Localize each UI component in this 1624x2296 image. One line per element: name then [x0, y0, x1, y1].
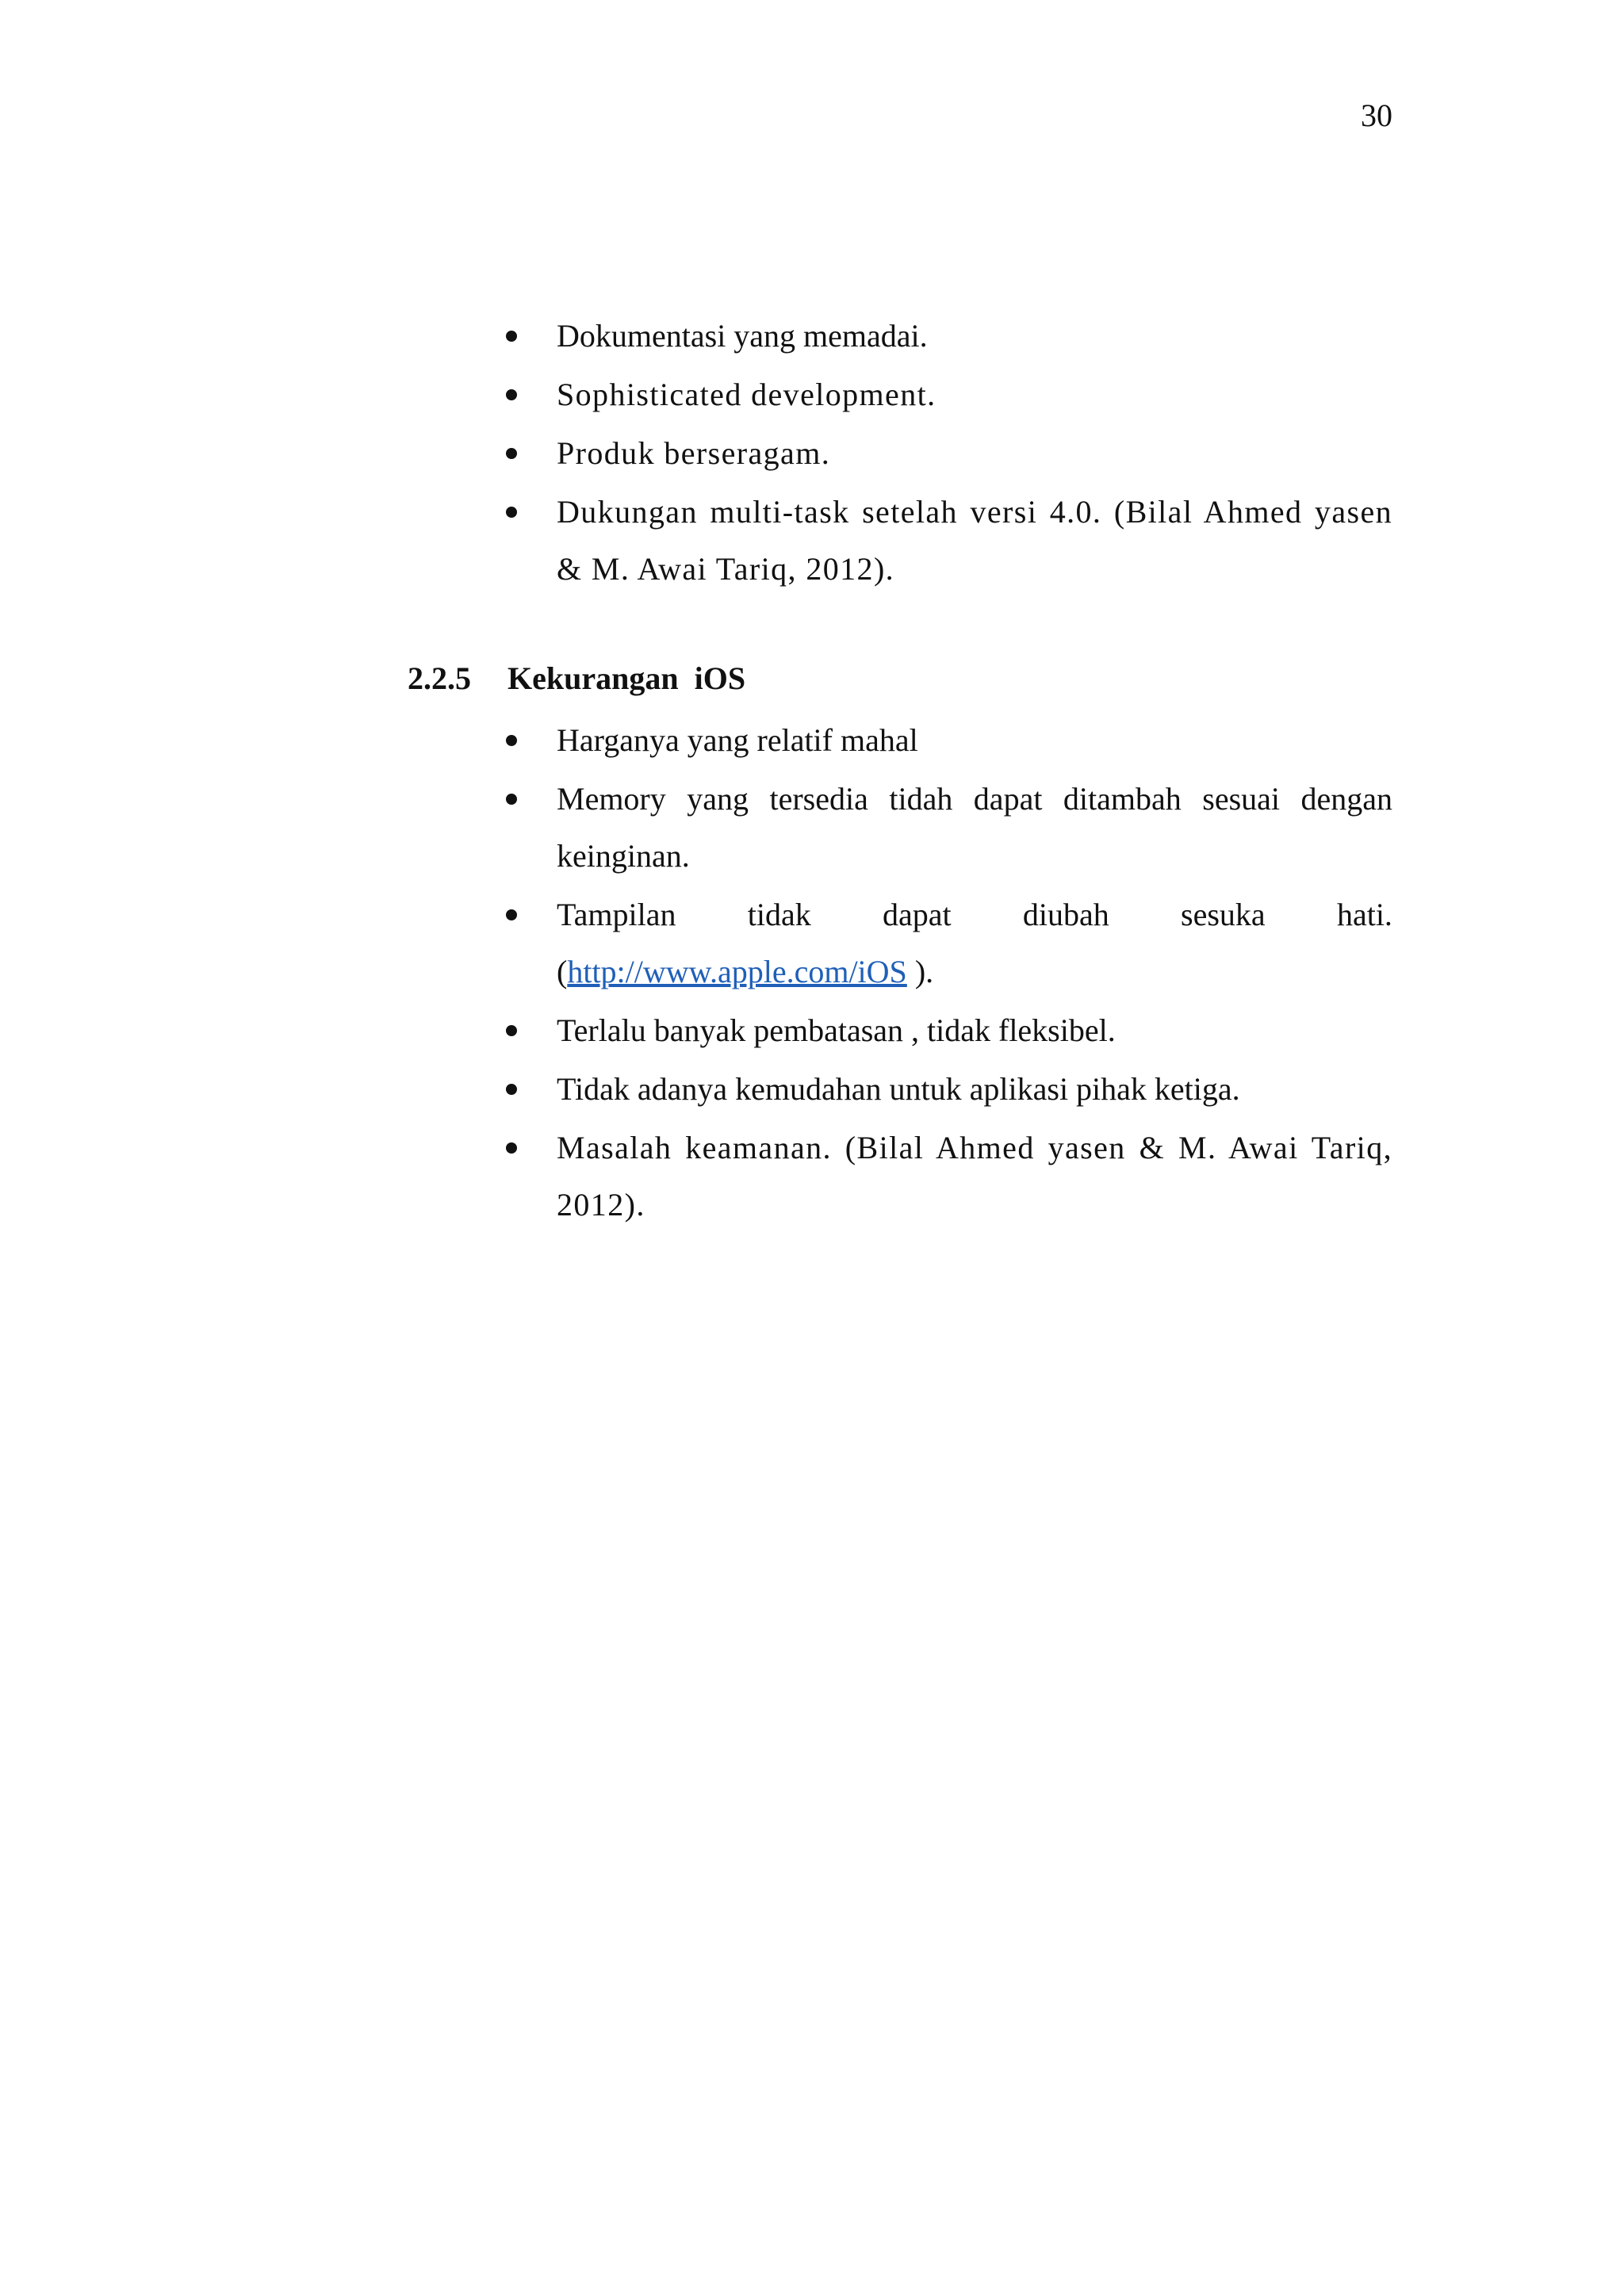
- list-item-text: Memory yang tersedia tidah dapat ditambah sesuai dengan keinginan.: [557, 781, 1392, 874]
- list-item: [501, 1061, 1392, 1118]
- advantages-list: [501, 308, 1392, 599]
- list-item-text: Harganya yang relatif mahal: [557, 722, 918, 758]
- section-title: Kekurangan iOS: [508, 660, 746, 696]
- disadvantages-list: [501, 712, 1392, 1235]
- list-item-text: Masalah keamanan. (Bilal Ahmed yasen & M. Awai Tariq, 2012).: [557, 1130, 1392, 1223]
- list-item-text: Terlalu banyak pembatasan , tidak fleksibel.: [557, 1012, 1116, 1048]
- bullet-icon: [506, 1084, 517, 1095]
- list-item-text: Tidak adanya kemudahan untuk aplikasi pihak ketiga.: [557, 1071, 1240, 1107]
- bullet-icon: [506, 389, 517, 400]
- bullet-icon: [506, 1025, 517, 1036]
- list-item: [501, 886, 1392, 1001]
- list-item: [501, 484, 1392, 598]
- bullet-icon: [506, 331, 517, 342]
- bullet-icon: [506, 1142, 517, 1154]
- list-item-text: Dukungan multi-task setelah versi 4.0. (Bilal Ahmed yasen & M. Awai Tariq, 2012).: [557, 494, 1392, 587]
- list-item: [501, 425, 1392, 482]
- list-item-line: [557, 943, 1392, 1001]
- list-item: [501, 771, 1392, 885]
- list-item: [501, 1002, 1392, 1059]
- word: dapat: [883, 897, 952, 932]
- word: hati.: [1336, 897, 1392, 932]
- list-item: [501, 1119, 1392, 1234]
- open-paren: (: [557, 954, 568, 989]
- bullet-icon: [506, 909, 517, 920]
- section-number: 2.2.5: [408, 660, 471, 696]
- list-item-line: [557, 886, 1392, 943]
- word: sesuka: [1181, 897, 1266, 932]
- list-item: [501, 308, 1392, 365]
- after-link-text: ).: [906, 954, 934, 989]
- list-item-text: Sophisticated development.: [557, 377, 936, 412]
- word: Tampilan: [557, 897, 676, 932]
- list-item: [501, 712, 1392, 769]
- bullet-icon: [506, 735, 517, 746]
- page-number: 30: [1361, 98, 1392, 133]
- word: tidak: [747, 897, 811, 932]
- list-item-text: Produk berseragam.: [557, 435, 831, 471]
- list-item: [501, 366, 1392, 423]
- word: diubah: [1022, 897, 1109, 932]
- bullet-icon: [506, 794, 517, 805]
- bullet-icon: [506, 448, 517, 459]
- bullet-icon: [506, 507, 517, 518]
- apple-ios-link[interactable]: http://www.apple.com/iOS: [567, 954, 907, 989]
- list-item-text: Dokumentasi yang memadai.: [557, 318, 928, 354]
- section-heading: [408, 653, 745, 704]
